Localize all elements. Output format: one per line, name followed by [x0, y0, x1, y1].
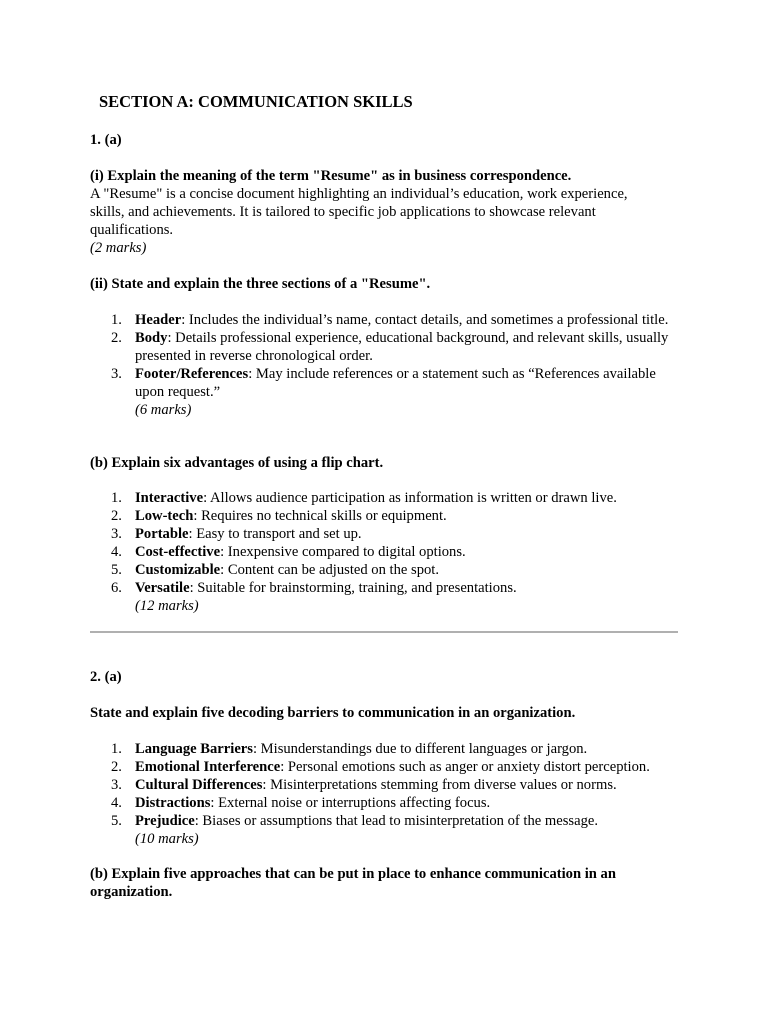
- list-item-term: Customizable: [135, 562, 221, 578]
- section-divider: [90, 631, 678, 633]
- list-item-term: Distractions: [135, 795, 211, 811]
- list-item: [90, 489, 690, 507]
- list-item: [90, 525, 690, 543]
- list-item-term: Body: [135, 330, 168, 346]
- list-item-desc: : Misunderstandings due to different languages or jargon.: [252, 741, 588, 757]
- list-item-desc: : Allows audience participation as information is written or drawn live.: [203, 490, 617, 506]
- list-item-term: Portable: [135, 526, 189, 542]
- question-2-part-b-question: (b) Explain five approaches that can be put in place to enhance communication in an organization.: [90, 866, 616, 900]
- list-item-term: Low-tech: [135, 508, 194, 524]
- list-item: [90, 740, 690, 758]
- decoding-barriers-list: [90, 740, 690, 848]
- question-1-part-b-question: (b) Explain six advantages of using a flip chart.: [90, 455, 384, 471]
- list-item-desc: : Easy to transport and set up.: [188, 526, 362, 542]
- list-item: [90, 365, 685, 401]
- list-item: [90, 329, 685, 365]
- list-item-desc: : Biases or assumptions that lead to misinterpretation of the message.: [194, 813, 598, 829]
- question-1-part-b-marks: (12 marks): [135, 598, 199, 614]
- list-item-desc: : Suitable for brainstorming, training, and presentations.: [189, 580, 517, 596]
- question-1-part-i-question: (i) Explain the meaning of the term "Resume" as in business correspondence.: [90, 168, 572, 184]
- list-item-term: Footer/References: [135, 366, 249, 382]
- list-item: [90, 776, 690, 794]
- list-item-desc: : May include references or a statement such as “References available upon request.”: [135, 366, 656, 400]
- list-item: [90, 507, 690, 525]
- list-item-desc: : Inexpensive compared to digital options.: [220, 544, 466, 560]
- list-item-desc: : Details professional experience, educational background, and relevant skills, usually presented in reverse chronological order.: [135, 330, 669, 364]
- question-1-part-ii-marks: (6 marks): [135, 402, 192, 418]
- list-item-number: 1.: [111, 490, 122, 506]
- list-item-number: 4.: [111, 795, 122, 811]
- list-item-desc: : Includes the individual’s name, contact details, and sometimes a professional title.: [181, 312, 669, 328]
- list-item-desc: : Content can be adjusted on the spot.: [220, 562, 440, 578]
- question-1-part-i-answer: A "Resume" is a concise document highlighting an individual’s education, work experience, skills, and achievements. It is tailored to specific job applications to showcase relevant qualifications.: [90, 186, 628, 238]
- list-item-term: Header: [135, 312, 182, 328]
- list-item-number: 2.: [111, 508, 122, 524]
- list-item: [90, 543, 690, 561]
- list-item-term: Versatile: [135, 580, 190, 596]
- list-item-number: 5.: [111, 813, 122, 829]
- question-1-number: 1. (a): [90, 132, 122, 148]
- list-item-number: 3.: [111, 526, 122, 542]
- list-item-term: Interactive: [135, 490, 204, 506]
- question-2-number: 2. (a): [90, 669, 122, 685]
- question-2-part-a-question: State and explain five decoding barriers to communication in an organization.: [90, 705, 576, 721]
- list-item: [90, 311, 685, 329]
- flip-chart-advantages-list: [90, 489, 690, 615]
- resume-sections-list: [90, 311, 690, 419]
- list-item: [90, 812, 690, 830]
- list-item-number: 5.: [111, 562, 122, 578]
- list-item-number: 6.: [111, 580, 122, 596]
- list-item-term: Language Barriers: [135, 741, 253, 757]
- list-item: [90, 758, 690, 776]
- question-1-part-i-marks: (2 marks): [90, 240, 147, 256]
- list-item-term: Cultural Differences: [135, 777, 263, 793]
- question-1-part-i: [90, 167, 690, 257]
- question-1-part-ii-question: (ii) State and explain the three sections of a "Resume".: [90, 276, 431, 292]
- list-item-term: Cost-effective: [135, 544, 221, 560]
- list-item-desc: : Misinterpretations stemming from diverse values or norms.: [262, 777, 617, 793]
- list-item-desc: : External noise or interruptions affecting focus.: [210, 795, 491, 811]
- list-item-term: Emotional Interference: [135, 759, 281, 775]
- section-title: SECTION A: COMMUNICATION SKILLS: [99, 92, 413, 111]
- list-item-number: 2.: [111, 759, 122, 775]
- list-item: [90, 794, 690, 812]
- list-item-desc: : Requires no technical skills or equipment.: [193, 508, 447, 524]
- list-item-desc: : Personal emotions such as anger or anxiety distort perception.: [280, 759, 650, 775]
- list-item: [90, 561, 690, 579]
- question-2-part-a-marks: (10 marks): [135, 831, 199, 847]
- list-item-number: 4.: [111, 544, 122, 560]
- list-item-term: Prejudice: [135, 813, 195, 829]
- list-item-number: 3.: [111, 777, 122, 793]
- list-item: [90, 579, 690, 597]
- list-item-number: 1.: [111, 741, 122, 757]
- list-item-number: 1.: [111, 312, 122, 328]
- list-item-number: 3.: [111, 366, 122, 382]
- list-item-number: 2.: [111, 330, 122, 346]
